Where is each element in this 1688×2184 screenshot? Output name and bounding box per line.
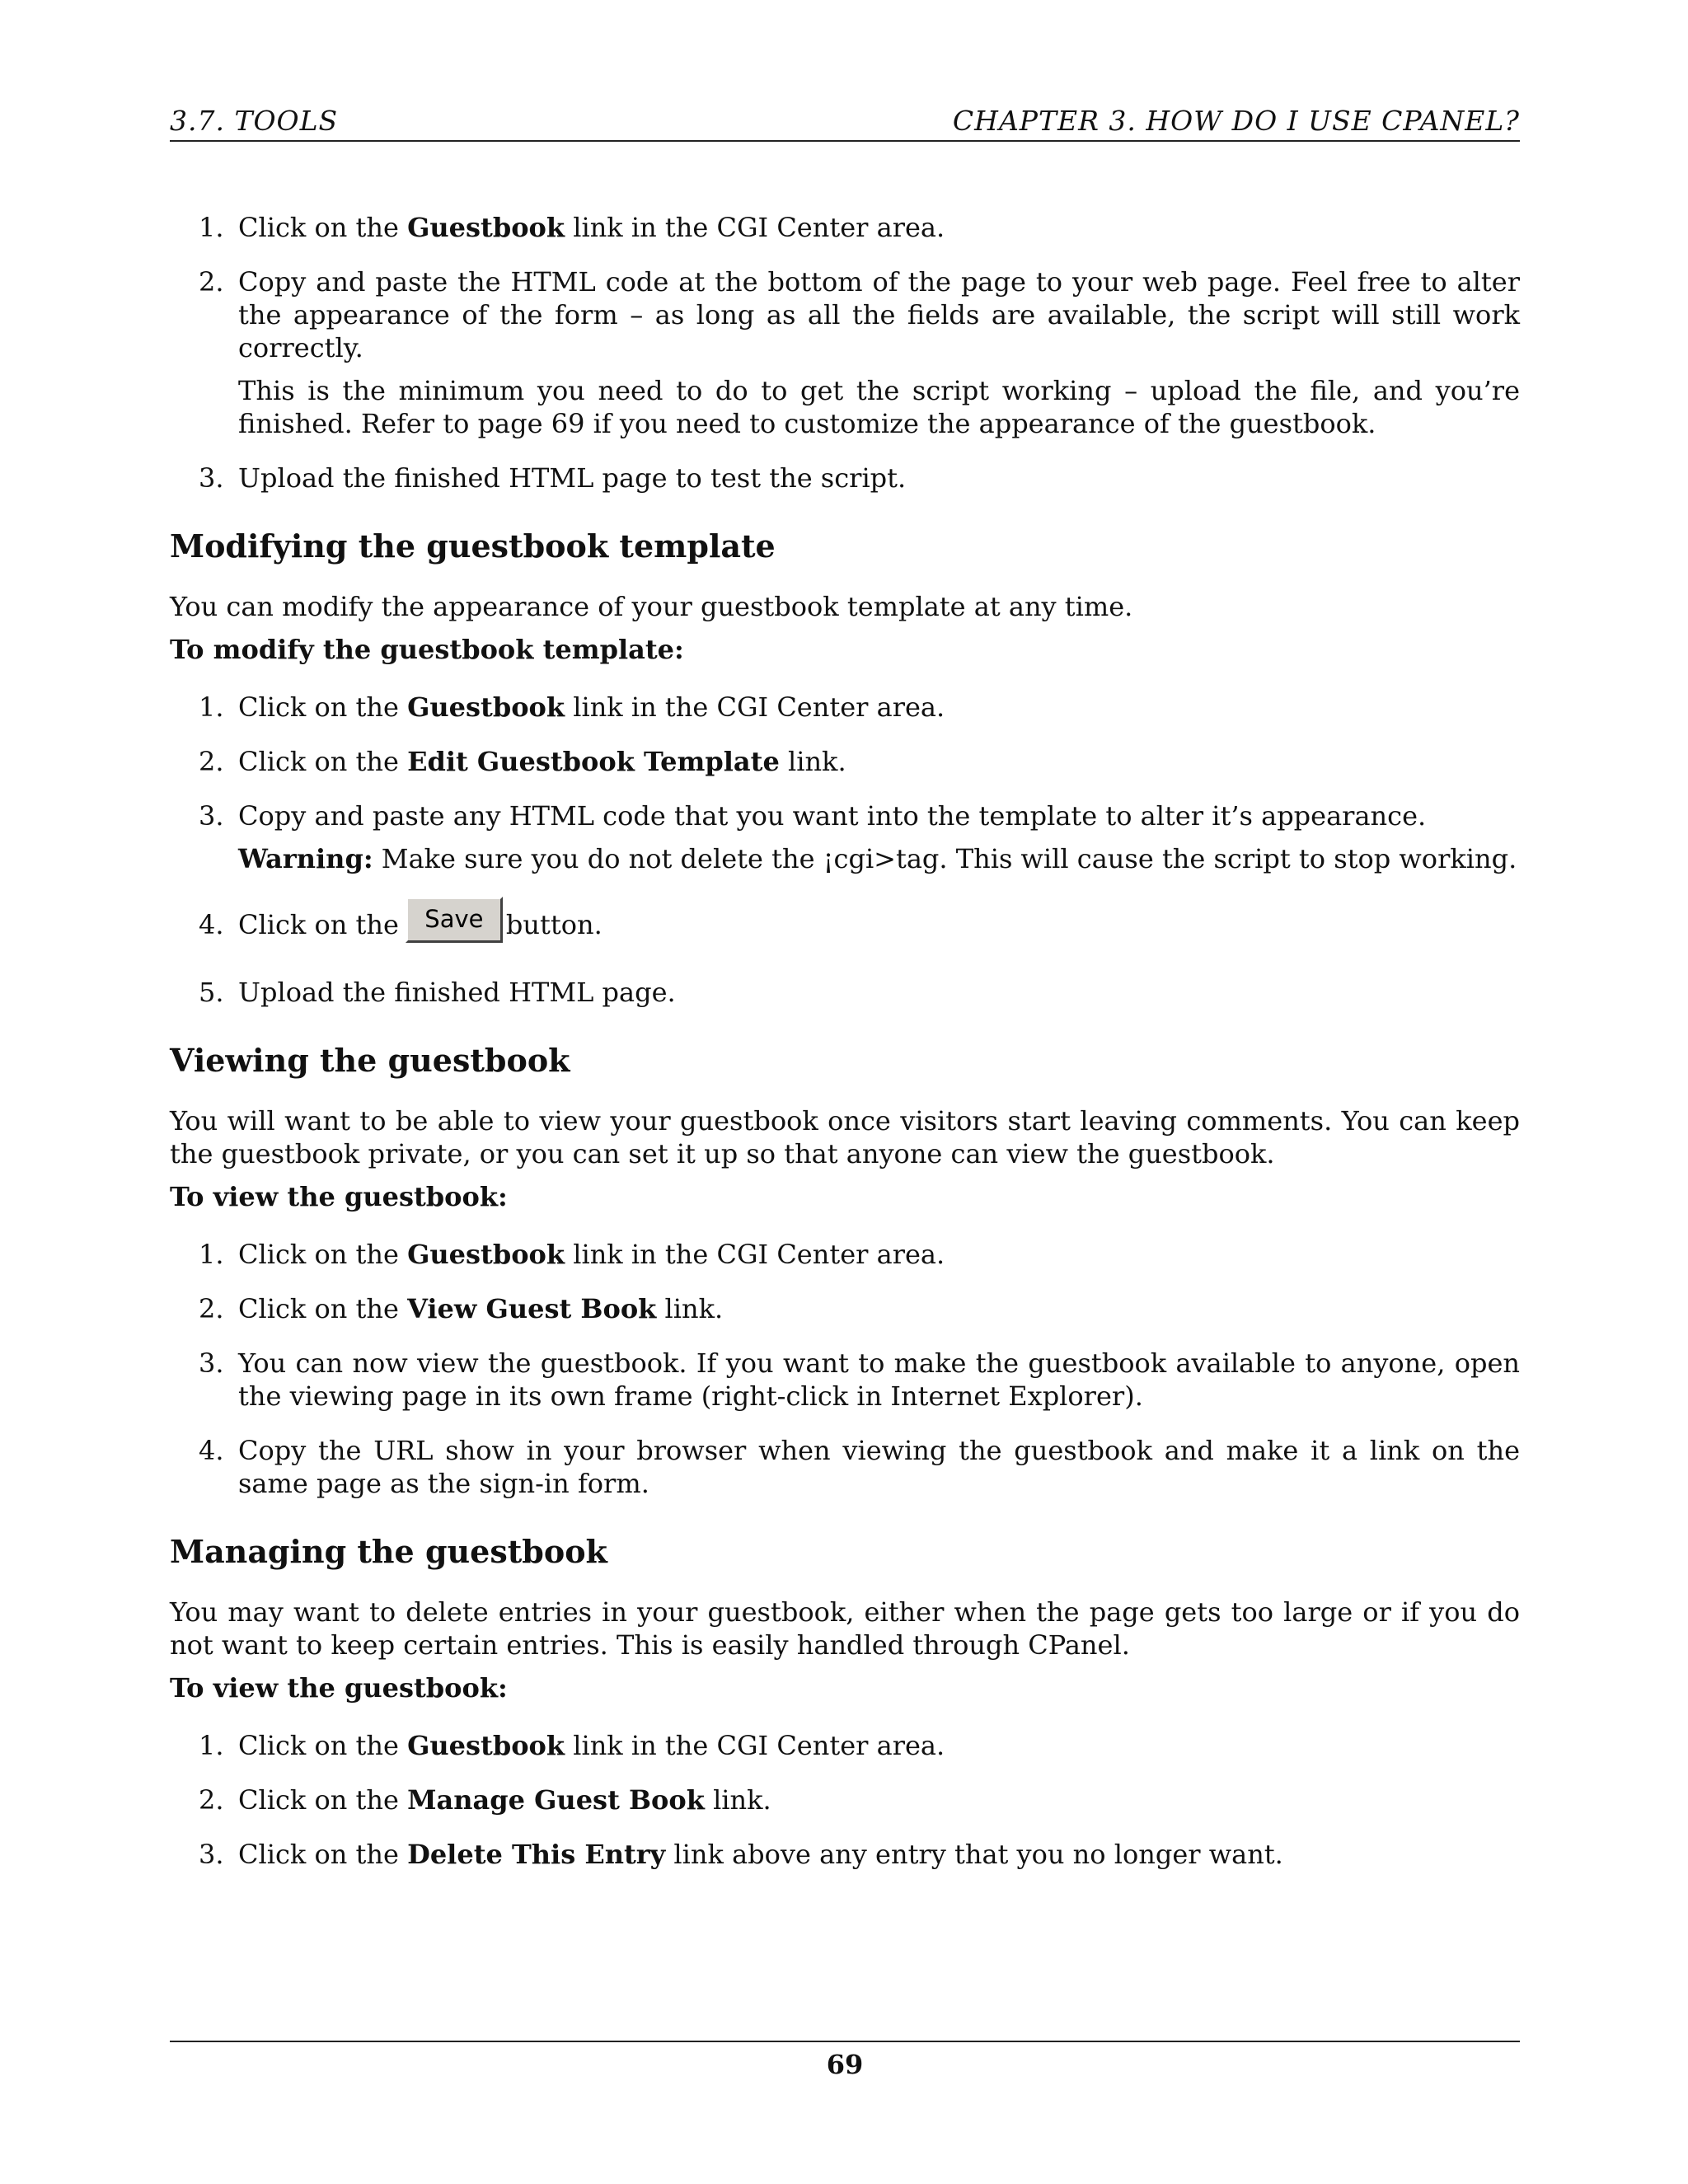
page-number: 69	[826, 2049, 864, 2080]
list-item: 3. Upload the finished HTML page to test the script.	[199, 462, 907, 494]
header-chapter: CHAPTER 3. HOW DO I USE CPANEL?	[952, 105, 1520, 137]
list-item: 3. You can now view the guestbook. If you want to make the guestbook available to anyone, open the viewing page in its own frame (right-click in Internet Explorer).	[199, 1347, 1520, 1412]
list-item: 3. Copy and paste any HTML code that you want into the template to alter it’s appearance. Warning: Make sure you do not delete the ¡cgi>tag. This will cause the script to stop working.	[170, 799, 1520, 875]
list-item: 3. Click on the Delete This Entry link above any entry that you no longer want.	[199, 1839, 1283, 1870]
list-item: 4. Click on the Save button.	[170, 908, 1520, 954]
section-heading-modify: Modifying the guestbook template	[170, 527, 776, 565]
list-item: 1. Click on the Guestbook link in the CGI Center area.	[199, 212, 945, 243]
procedure-lead: To view the guestbook:	[170, 1181, 508, 1212]
procedure-lead: To view the guestbook:	[170, 1672, 508, 1704]
document-page	[170, 0, 1520, 2184]
guestbook-link-ref: Guestbook	[407, 212, 565, 243]
section-heading-manage: Managing the guestbook	[170, 1533, 607, 1570]
list-note: This is the minimum you need to do to get the script working – upload the file, and you’re finished. Refer to page 69 if you need to customize the appearance of the guestbook.	[238, 375, 1520, 439]
view-steps	[170, 1238, 1520, 1500]
section-paragraph: You can modify the appearance of your guestbook template at any time.	[170, 591, 1133, 622]
list-item: 1. Click on the Guestbook link in the CGI Center area.	[199, 1239, 945, 1270]
section-paragraph: You will want to be able to view your guestbook once visitors start leaving comments. You can keep the guestbook private, or you can set it up so that anyone can view the guestbook.	[170, 1105, 1520, 1169]
list-item: 2. Click on the Manage Guest Book link.	[199, 1784, 771, 1816]
list-item: 2. Click on the View Guest Book link.	[199, 1293, 724, 1324]
save-button[interactable]: Save	[406, 897, 503, 943]
section-heading-view: Viewing the guestbook	[170, 1042, 570, 1079]
list-item: 2. Click on the Edit Guestbook Template link.	[199, 746, 846, 777]
manage-steps	[170, 1729, 1520, 1871]
intro-steps	[170, 211, 1520, 494]
warning-note: Warning: Make sure you do not delete the ¡cgi>tag. This will cause the script to stop working.	[238, 843, 1517, 874]
procedure-lead: To modify the guestbook template:	[170, 634, 684, 665]
page-content	[170, 211, 1520, 1892]
list-item: 5. Upload the finished HTML page.	[199, 977, 676, 1008]
running-header	[170, 104, 1520, 142]
list-item: 2. Copy and paste the HTML code at the bottom of the page to your web page. Feel free to alter the appearance of the form – as long as all the fields are available, the script will still work correctly. This is the minimum you need to do to get the script working – upload the file, and you’re finished. Refer to page 69 if you need to customize the appearance of the guestbook.	[199, 266, 1520, 439]
list-item: 4. Copy the URL show in your browser when viewing the guestbook and make it a link on the same page as the sign-in form.	[199, 1435, 1520, 1499]
list-item: 1. Click on the Guestbook link in the CGI Center area.	[199, 691, 945, 723]
header-section: 3.7. TOOLS	[170, 105, 339, 137]
section-paragraph: You may want to delete entries in your guestbook, either when the page gets too large or if you do not want to keep certain entries. This is easily handled through CPanel.	[170, 1596, 1520, 1661]
footer-rule	[170, 2041, 1520, 2042]
modify-steps	[170, 691, 1520, 1009]
list-item: 1. Click on the Guestbook link in the CGI Center area.	[199, 1730, 945, 1761]
warning-label: Warning:	[238, 843, 373, 874]
